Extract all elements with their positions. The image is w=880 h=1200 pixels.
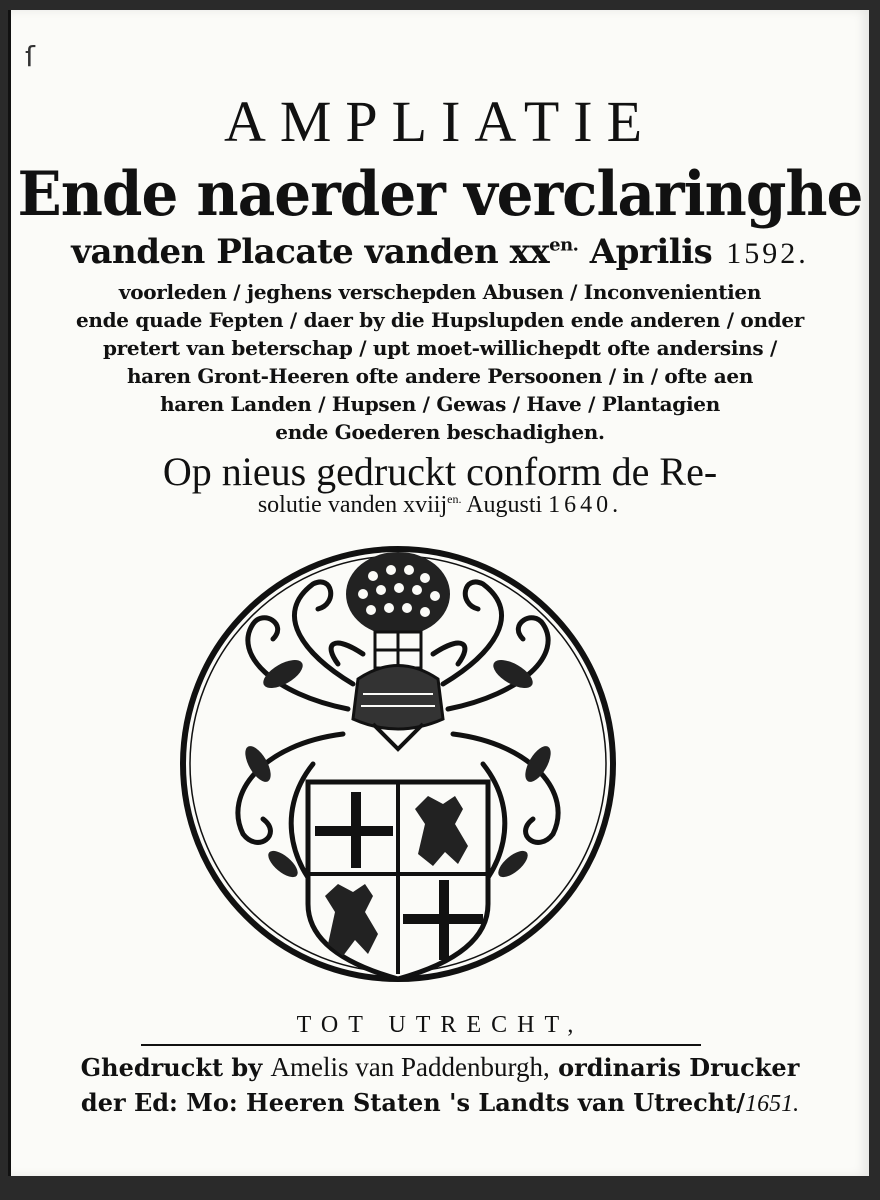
imprint-line-2-a: der Ed: Mo: Heeren Staten 's Landts van Utrecht/ — [80, 1088, 746, 1117]
title-line-1: AMPLIATIE — [223, 89, 657, 154]
title-line-3-month: Aprilis — [578, 232, 713, 272]
imprint-place: TOT UTRECHT, — [296, 1012, 584, 1038]
coat-of-arms-icon — [163, 534, 633, 984]
body-line-3: pretert van beterschap / upt moet-willichepdt ofte andersins / — [102, 336, 778, 360]
body-line-2: ende quade Fepten / daer by die Hupslupden ende anderen / onder — [75, 308, 805, 332]
reprint-line-2-a: solutie vanden xviij — [257, 492, 448, 518]
helmet-icon — [353, 666, 443, 750]
imprint-line-1 — [11, 1052, 869, 1083]
reprint-line-2-year: 1640. — [548, 492, 623, 518]
reprint-line-1: Op nieus gedruckt conform de Re- — [162, 449, 718, 494]
imprint-line-1-b: ordinaris Drucker — [549, 1053, 800, 1082]
document-page — [8, 10, 869, 1176]
imprint-line-1-a: Ghedruckt by — [80, 1053, 271, 1082]
imprint-year: 1651. — [745, 1091, 800, 1117]
title-line-3-text: vanden Placate vanden xx — [71, 232, 550, 272]
imprint-rule — [141, 1044, 701, 1046]
imprint-printer-name: Amelis van Paddenburgh, — [270, 1052, 550, 1082]
reprint-line-2-b: Augusti — [461, 492, 549, 518]
imprint-line-2 — [11, 1088, 869, 1118]
margin-mark-icon: ſ — [25, 40, 35, 73]
body-line-6: ende Goederen beschadighen. — [275, 420, 605, 444]
body-line-4: haren Gront-Heeren ofte andere Persoonen / in / ofte aen — [126, 364, 754, 388]
title-line-3 — [11, 232, 869, 272]
shield-icon — [308, 782, 488, 979]
reprint-line-2 — [11, 492, 869, 519]
reprint-line-2-sup: en. — [447, 492, 462, 506]
title-line-3-sup: en. — [549, 234, 579, 256]
title-line-3-year: 1592. — [726, 237, 809, 270]
body-line-5: haren Landen / Hupsen / Gewas / Have / Plantagien — [160, 392, 720, 416]
body-line-1: voorleden / jeghens verschepden Abusen / Inconvenientien — [118, 280, 762, 304]
title-line-2: Ende naerder verclaringhe — [17, 158, 863, 230]
